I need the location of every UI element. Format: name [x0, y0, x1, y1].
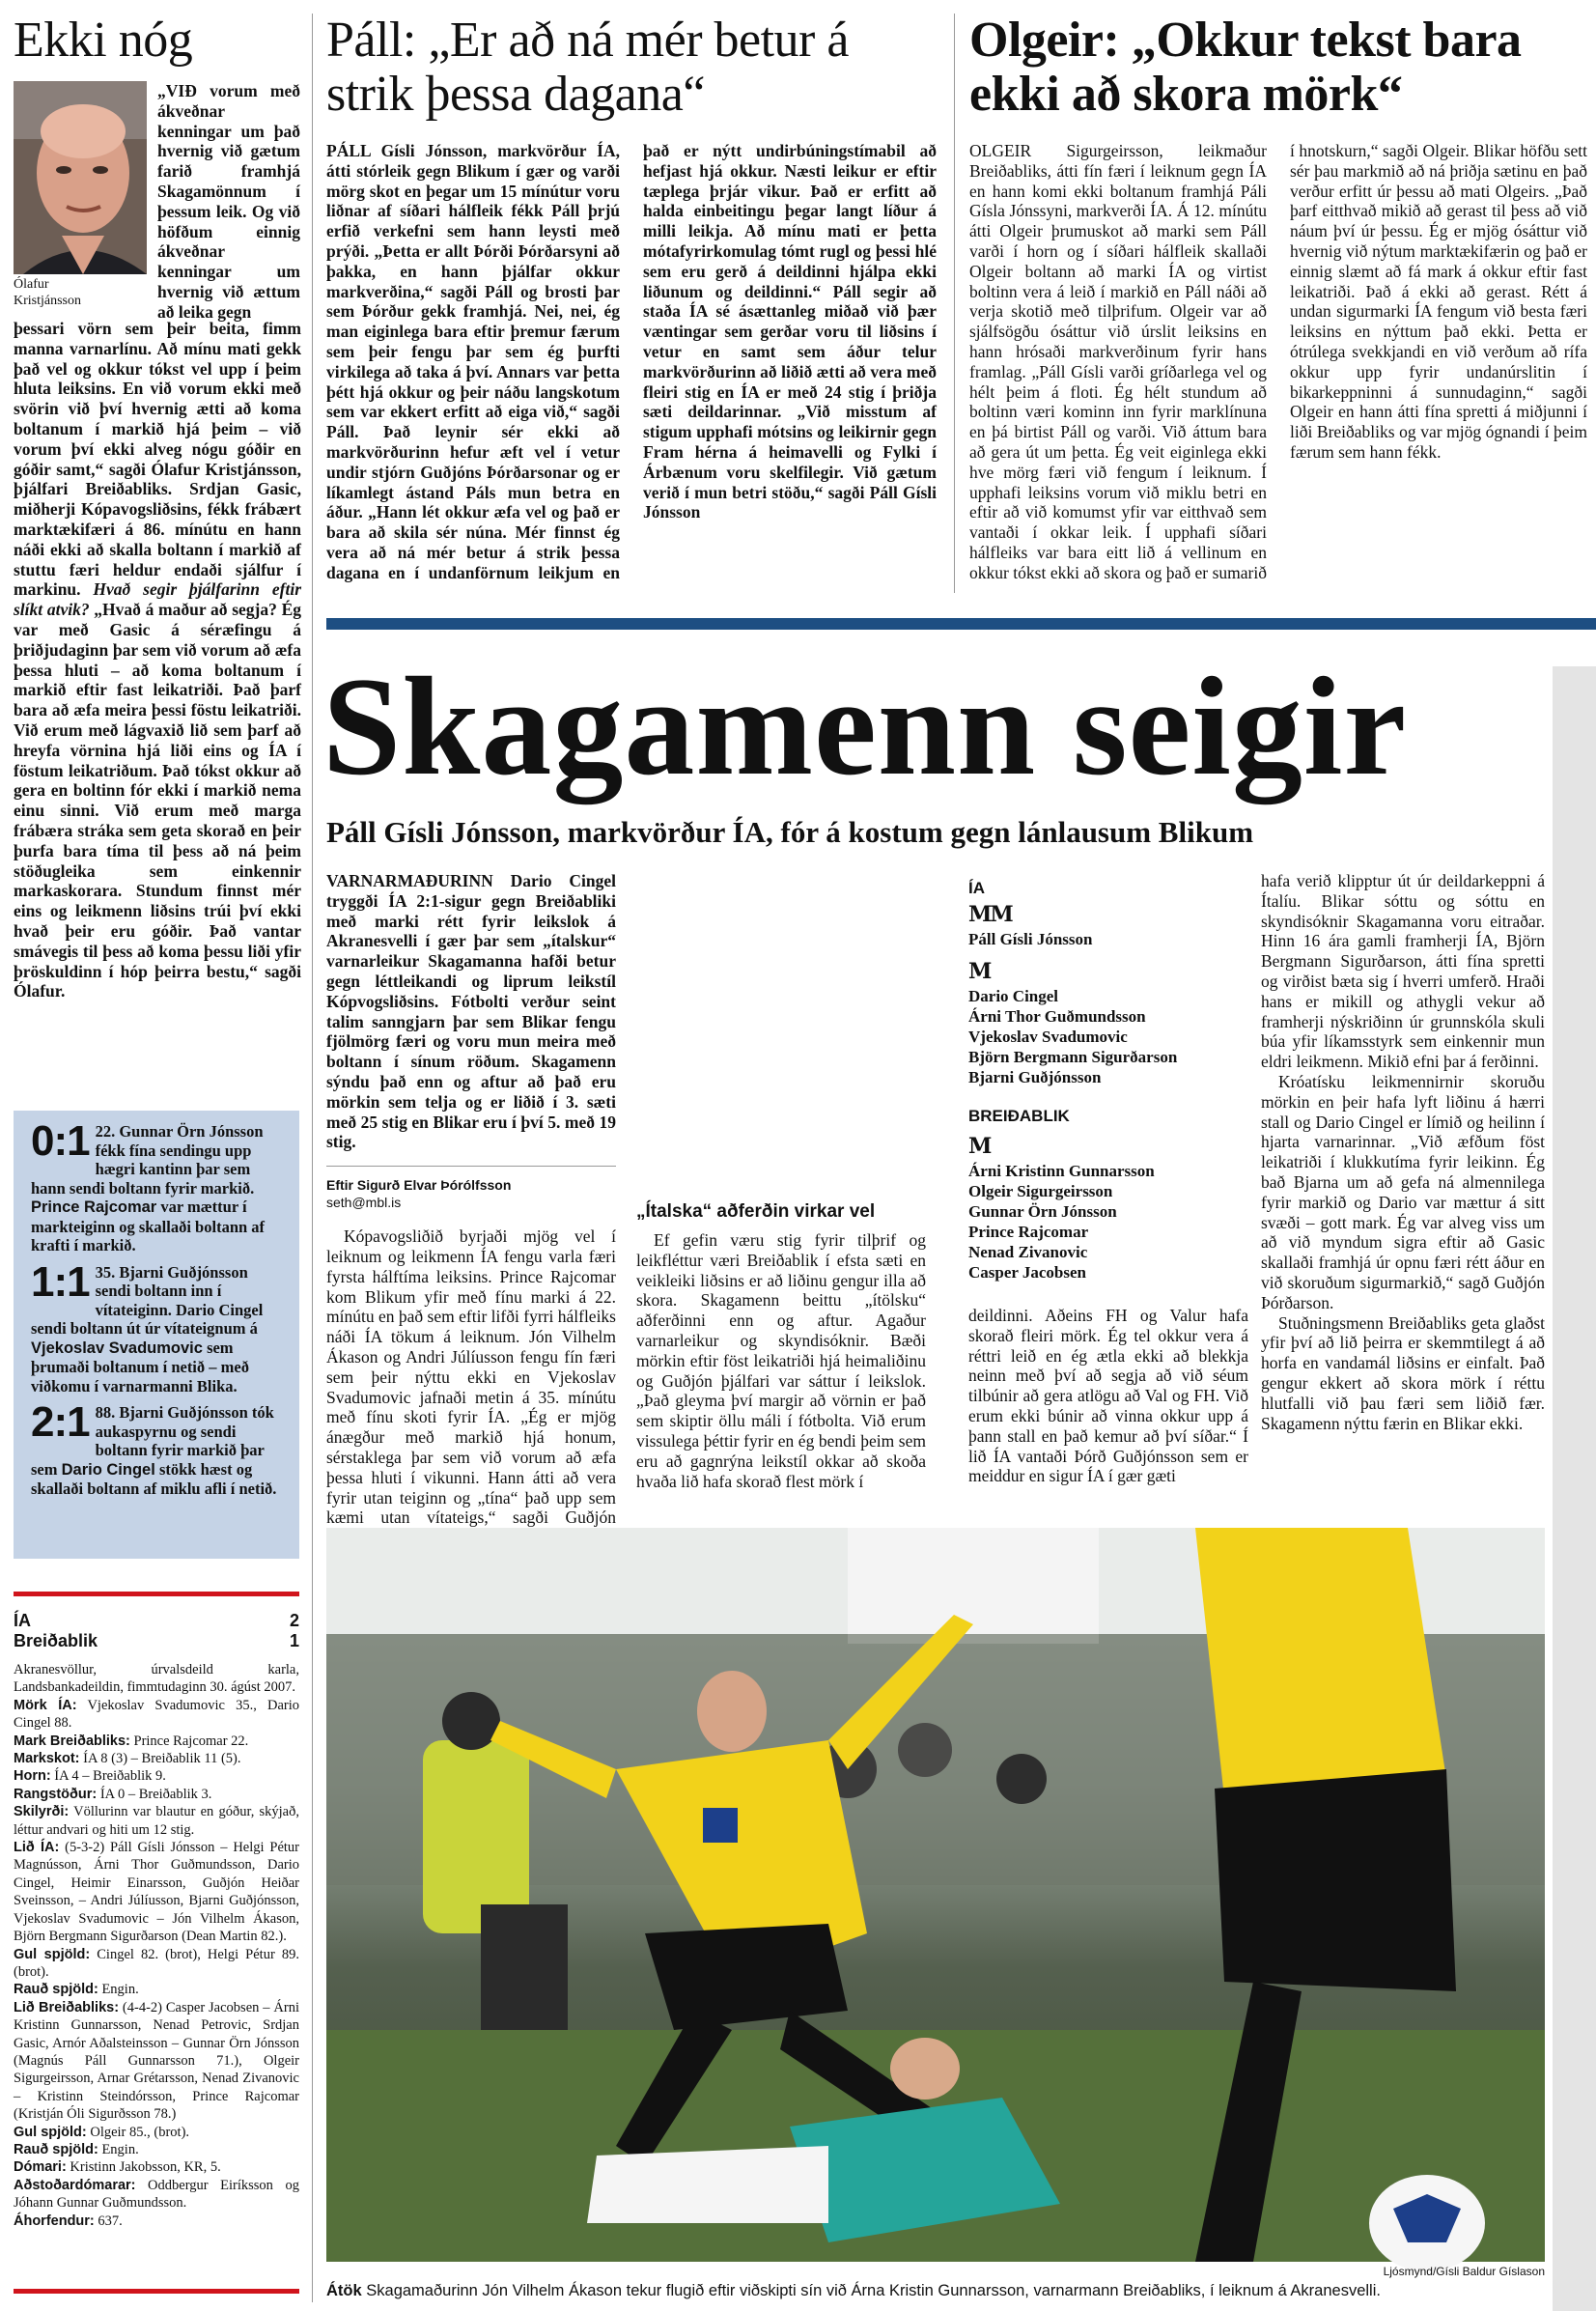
match-fact-row: [14, 1981, 299, 1998]
main-body-1: Kópavogsliðið byrjaði mjög vel í leiknum og leikmenn ÍA fengu varla færi fyrsta hálftíma leiksins. Prince Rajcomar kom Blikum yfir með fínu marki á 22. mínútu en það sem eftir lifði fyrri hálfleiks náði ÍA tökum á leiknum. Jón Vilhelm Ákason og Andri Júlíusson fengu fín færi sem þeir nýttu ekki en Vjekoslav Svadumovic jafnaði metin á 35. mínútu með fínu skoti fyrir ÍA. „Ég er mjög ánægður með markið hjá honum, sérstaklega þar sem við vorum að æfa þessa hluti í vikunni. Hann átti að vera fyrir utan teiginn og „tína“ það upp sem kæmi utan vítateigs,“ sagði Guðjón: [326, 1226, 616, 1528]
portrait-caption: Ólafur Kristjánsson: [14, 277, 81, 308]
match-fact-label: Rauð spjöld:: [14, 1982, 98, 1998]
match-facts-team1-row: [14, 1611, 299, 1631]
goal-text: 88. Bjarni Guðjónsson tók aukaspyrnu og sendi boltann fyrir markið þar sem: [31, 1403, 274, 1479]
match-fact-row: [14, 1733, 299, 1750]
match-fact-value: Engin.: [98, 2141, 139, 2157]
lineup-player: Páll Gísli Jónsson: [968, 930, 1093, 948]
lineup-player: Árni Kristinn Gunnarsson: [968, 1162, 1155, 1180]
match-facts: [14, 1611, 299, 2230]
match-fact-label: Lið ÍA:: [14, 1840, 60, 1856]
main-subhead: Páll Gísli Jónsson, markvörður ÍA, fór á kostum gegn lánlausum Blikum: [326, 815, 1254, 849]
match-photo-image: [326, 1528, 1545, 2262]
match-facts-score1: 2: [289, 1611, 299, 1630]
goals-box: [14, 1111, 299, 1559]
match-fact-value: Kristinn Jakobsson, KR, 5.: [66, 2159, 221, 2176]
match-fact-value: Olgeir 85., (brot).: [86, 2124, 190, 2140]
main-body-4: hafa verið klipptur út úr deildarkeppni á Ítalíu. Blikar sóttu og sóttu en skyndisóknir Skagamanna voru eitraðar. Hinn 16 ára gamli framherji ÍA, Björn Bergmann Sigurðarson, átti fína spretti og virðist bæta sig í hverri umferð. Hraði hans er mikill og athygli vekur að framherji nýskriðinn úr grunnskóla skuli búa yfir líkamsstyrk sem einkennir mun eldri leikmenn. Mikið efni þar á ferðinni.: [1261, 871, 1545, 1072]
goal-text: 35. Bjarni Guðjónsson sendi boltann inn í vítateiginn. Dario Cingel sendi boltann út úr vítateignum á: [31, 1262, 264, 1338]
match-fact-value: Prince Rajcomar 22.: [129, 1733, 249, 1749]
lineup-team2: BREIÐABLIK: [968, 1107, 1070, 1125]
match-fact-label: Dómari:: [14, 2159, 67, 2176]
match-fact-value: ÍA 4 – Breiðablik 9.: [50, 1768, 166, 1785]
match-fact-value: Engin.: [98, 1982, 139, 1998]
column-divider: [954, 14, 955, 593]
main-subhead-2: „Ítalska“ aðferðin virkar vel: [636, 1201, 876, 1222]
goal-scorer: Prince Rajcomar: [31, 1198, 157, 1216]
left-body-text2: „Hvað á maður að segja? Ég var með Gasic á séræfingu á þriðjudaginn þar sem við vorum að æfa þessa hluti – að koma boltanum í markið eftir fast leikatriði. Það þarf bara að æfa meira þessi föstu leikatriði. Við erum með lágvaxið lið sem þarf að hreyfa vörnina hjá liði eins og ÍA í föstum leikatriðum. Það tókst okkur að gera en boltinn fór ekki í markið nema einu sinni. Við erum með marga frábæra stráka sem geta skorað en þeir þurfa bara tíma til þess að ná þeim stöðugleika sem einkennir markaskorara. Stundum finnst mér eins og leikmenn liðsins trúi því ekki hvað þeir eru góðir. Það vantar smávegis til þess að koma þessu liði yfir þröskuldinn í hóp þeirra bestu,“ sagði Ólafur.: [14, 600, 302, 1001]
pall-body: PÁLL Gísli Jónsson, markvörður ÍA, átti stórleik gegn Blikum í gær og varði mörg skot en þegar um 15 mínútur voru liðnar af síðari hálfleik fékk Páll þrjú erfið verkefni sem hann leysti með prýði. „Þetta er allt Þórði Þórðarsyni að þakka, en hann þjálfar okkur markverðina,“ sagði Páll og brosti þar sem Þórður gekk framhjá. Nei, nei, ég man eiginlega bara eftir þremur færum sem þeir fengu þar sem ég þurfti virkilega að taka á því. Annars var þetta þétt hjá okkur og þeir náðu langskotum sem var ekkert erfitt að eiga við,“ sagði Páll. Það leynir sér ekki að markvörðurinn hefur æft vel í vetur undir stjórn Guðjóns Þórðarsonar og er líkamlegt ástand Páls mun betra en áður. „Hann lét okkur æfa vel og það er bara að skila sér núna. Mér finnst ég vera að ná mér betur á strik þessa dagana en í undanförnum leikjum en það er nýtt undirbúningstímabil að hefjast hjá okkur. Næsti leikur er eftir tæplega þrjár vikur. Það er erfitt að halda einbeitingu þegar langt líður á milli leikja. Að mínu mati er þetta mótafyrirkomulag tómt rugl og þessi hlé sem eru gerð á deildinni hjálpa ekki liðunum og deildinni.“ Páll segir að staða ÍA sé ásættanleg miðað við þær væntingar sem gerðar voru til liðsins í vetur en samt sem áður telur markvörðurinn að liðið ætti að vera með fleiri stig en ÍA er með 24 stig í þriðja sæti deildarinnar. „Við misstum af stigum upphafi mótsins og leikirnir gegn Fram hérna á heimavelli og Fylki í Árbænum voru skelfilegir. Við gætum verið í mun betri stöðu,“ sagði Páll Gísli Jónsson: [326, 141, 937, 582]
lineup-player: Prince Rajcomar: [968, 1223, 1089, 1241]
lineup-player: Björn Bergmann Sigurðarson: [968, 1048, 1178, 1066]
stars-icon: M: [968, 1134, 991, 1159]
lineup-team2-m: [968, 1161, 1248, 1282]
goal-row: [31, 1257, 282, 1396]
match-fact-label: Mörk ÍA:: [14, 1697, 77, 1713]
match-fact-row: [14, 2212, 299, 2230]
goal-text: 22. Gunnar Örn Jónsson fékk fína sendingu upp hægri kantinn þar sem hann sendi boltann fyrir markið.: [31, 1122, 264, 1198]
match-fact-value: Cingel 82. (brot), Helgi Pétur 89. (brot).: [14, 1946, 299, 1980]
left-body-text: þessari vörn sem þeir beita, fimm manna varnarlínu. Að mínu mati gekk það vel og okkur tókst vel upp í þeim hluta leiksins. En við vorum ekki með svörin við því hvernig ætti að koma boltanum í markið hjá þeim – við vorum því ekki alveg nógu góðir en góðir samt,“ sagði Ólafur Kristjánsson, þjálfari Breiðabliks. Srdjan Gasic, miðherji Kópavogsliðsins, fékk frábært marktækifæri á 86. mínútu en hann náði ekki að skalla boltann í markið af stuttu færi heldur endaði sjálfur í markinu.: [14, 319, 301, 600]
main-col-4: [1261, 871, 1545, 1433]
lineup-player: Dario Cingel: [968, 987, 1059, 1005]
match-fact-row: [14, 2158, 299, 2176]
lineup-team1: ÍA: [968, 879, 985, 897]
main-body-6: Stuðningsmenn Breiðabliks geta glaðst yfir því að lið þeirra er skemmtilegt á að horfa en vandamál liðsins er einfalt. Það gengur ekkert að skora mörk í réttu hlutfalli við þau færi sem liðið fær. Skagamenn nýttu færin en Blikar ekki.: [1261, 1312, 1545, 1433]
lineup-player: Nenad Zivanovic: [968, 1243, 1088, 1261]
main-headline: Skagamenn seigir: [322, 648, 1408, 804]
lineup-player: Árni Thor Guðmundsson: [968, 1007, 1146, 1026]
photo-caption-label: Átök: [326, 2282, 362, 2299]
olgeir-body: OLGEIR Sigurgeirsson, leikmaður Breiðabliks, átti fín færi í leiknum gegn ÍA en hann komi ekki boltanum framhjá Páli Gísla Jónssyni, markverði ÍA. Á 12. mínútu átti Olgeir þrumuskot að marki sem Páll varði í horn og í síðari hálfleik skallaði Olgeir boltann að marki ÍA og virtist boltinn vera á leið í markið en Páll náði að verja skotið með tilþrifum. Olgeir var að sjálfsögðu ósáttur við úrslit leiksins en hann hrósaði markverðinum fyrir hans framlag. „Páll Gísli varði gríðarlega vel og hélt þeim á floti. Ég hélt stundum að boltinn væri kominn inn fyrir marklínuna en þá birtist Páll og varði. Við áttum bara að gera út um þetta. Ég veit eiginlega ekki hve mörg færi við fengum í leiknum. Í upphafi leiksins vorum við miklu betri en eftir að við komumst yfir var eitthvað sem vantaði í okkar leik. Í upphafi síðari hálfleiks var bara eitt lið á vellinum en okkur tókst ekki að skora og það er sumarið í hnotskurn,“ sagði Olgeir. Blikar höfðu sett sér þau markmið að ná þriðja sætinu en það verður erfitt úr þessu að mati Olgeirs. „Það þarf eitthvað mikið að gerast til þess að við náum því úr þessu. Ég er mjög ósáttur við hvernig við nýtum marktækifærin og það er einnig slæmt að fá mark á okkur eftir fast leikatriði. Það á ekki að gerast. Rétt á undan sigurmarki ÍA fengum við besta færi leiksins en nýttum það ekki. Þetta er ótrúlega svekkjandi en við verðum að rífa okkur upp fyrir undanúrslitin í bikarkeppninni á sunnudaginn,“ sagði Olgeir en hann átti fína spretti á miðjunni í liði Breiðabliks og var mjög ógnandi í þeim færum sem hann fékk.: [969, 141, 1587, 582]
goal-score: 0:1: [31, 1117, 90, 1165]
lineup-player: Bjarni Guðjónsson: [968, 1068, 1102, 1086]
photo-caption: [326, 2281, 1553, 2300]
goal-scorer: Dario Cingel: [61, 1460, 155, 1479]
match-fact-label: Skilyrði:: [14, 1804, 70, 1820]
match-fact-value: ÍA 8 (3) – Breiðablik 11 (5).: [79, 1751, 241, 1767]
portrait-photo: [14, 81, 147, 274]
match-facts-team1: ÍA: [14, 1611, 31, 1630]
main-col-2: [636, 871, 926, 1491]
left-column-body: [14, 319, 301, 1001]
lineup: [968, 871, 1248, 1486]
match-fact-row: [14, 1767, 299, 1785]
match-facts-team2-row: [14, 1631, 299, 1651]
left-quote-intro: „VIÐ vorum með ákveðnar kenningar um það hvernig við gætum farið framhjá Skagamönnum í þessum leik. Og við höfðum einnig ákveðnar kenningar um hvernig við ættum að leika gegn: [157, 81, 300, 322]
match-facts-intro: Akranesvöllur, úrvalsdeild karla, Landsbankadeildin, fimmtudaginn 30. ágúst 2007.: [14, 1662, 299, 1696]
match-fact-row: [14, 1786, 299, 1803]
match-fact-label: Gul spjöld:: [14, 1946, 91, 1962]
match-fact-label: Gul spjöld:: [14, 2124, 87, 2140]
left-column: [14, 14, 301, 68]
left-body-question: Hvað segir þjálfarinn eftir slíkt atvik?: [14, 579, 302, 620]
column-divider: [312, 14, 313, 2302]
match-fact-label: Markskot:: [14, 1751, 80, 1767]
match-facts-team2: Breiðablik: [14, 1631, 98, 1650]
main-body-1-cont: [636, 871, 926, 1192]
goal-text2: stökk hæst og skallaði boltann af miklu afli í netið.: [31, 1459, 277, 1498]
goal-text2: sem þrumaði boltanum í netið – með viðkomu í varnarmanni Blika.: [31, 1338, 249, 1395]
match-fact-label: Aðstoðardómarar:: [14, 2177, 136, 2193]
lineup-player: Vjekoslav Svadumovic: [968, 1028, 1128, 1046]
main-col-1: [326, 871, 616, 1528]
goal-text2: var mættur í markteiginn og skallaði boltann af krafti í markið.: [31, 1198, 266, 1254]
match-fact-value: (4-4-2) Casper Jacobsen – Árni Kristinn Gunnarsson, Nenad Petrovic, Srdjan Gasic, Arnór Aðalsteinsson – Gunnar Örn Jónsson (Magnús Páll Gunnarsson 71.), Olgeir Sigurgeirsson, Arnar Grétarsson, Nenad Zivanovic – Kristinn Steindórsson, Prince Rajcomar (Kristján Óli Sigurðsson 78.): [14, 1999, 299, 2123]
match-fact-value: Oddbergur Eiríksson og Jóhann Gunnar Guðmundsson.: [14, 2177, 299, 2212]
match-fact-row: [14, 2141, 299, 2158]
main-body-2: Ef gefin væru stig fyrir tilþrif og leikfléttur væri Breiðablik í efsta sæti en veikleiki liðsins er að liðinu gengur illa að skora. Skagamenn beittu „ítölsku“ aðferðinni enn og aftur. Agaður varnarleikur og skyndisóknir. Bæði mörkin eftir föst leikatriði hjá heimaliðinu og Guðjón þjálfari var sáttur í leikslok. „Það gleyma því margir að vörnin er það sem skiptir öllu máli í fótbolta. Við erum vissulega þéttir fyrir en ég bendi þeim sem eru að gagnrýna leikstíl okkar að skoða hvaða lið hafa skorað flest mörk í: [636, 1230, 926, 1491]
goal-score: 1:1: [31, 1257, 90, 1306]
goal-scorer: Vjekoslav Svadumovic: [31, 1339, 203, 1357]
match-fact-row: [14, 2177, 299, 2212]
stars-icon: MM: [968, 902, 1012, 927]
pall-article: [326, 14, 937, 593]
main-body-5: Króatísku leikmennirnir skoruðu mörkin en þeir hafa lyft liðinu á hærri stall og Dario Cingel er límið og heilinn í hjarta varnarinnar. „Við æfðum föst leikatriði í klukkutíma fyrir leikinn. Ég bað Bjarna um að gefa ná almennilega fyrir markið og Dario var mættur á sitt svæði – gott mark. Ég var alveg viss um að við myndum sigra eftir að Gasic skallaði framhjá úr opnu færi rétt áður en við skoruðum sigurmarkið,“ sagð Guðjón Þórðarson.: [1261, 1071, 1545, 1312]
goal-row: [31, 1117, 282, 1255]
pall-title: Páll: „Er að ná mér betur á strik þessa dagana“: [326, 13, 849, 122]
match-fact-label: Horn:: [14, 1768, 51, 1785]
match-facts-score2: 1: [289, 1631, 299, 1650]
byline-rule: [326, 1166, 616, 1167]
goal-score: 2:1: [31, 1398, 90, 1446]
match-fact-row: [14, 1999, 299, 2124]
match-fact-row: [14, 1803, 299, 1839]
match-fact-value: (5-3-2) Páll Gísli Jónsson – Helgi Pétur Magnússon, Árni Thor Guðmundsson, Dario Cingel, Heimir Einarsson, Guðjón Heiðar Sveinsson, – Andri Júlíusson, Bjarni Guðjónsson, Vjekoslav Svadumovic – Jón Vilhelm Ákason, Björn Bergmann Sigurðarson (Dean Martin 82.).: [14, 1840, 299, 1945]
stars-icon: M: [968, 959, 991, 984]
photo-caption-text: Skagamaðurinn Jón Vilhelm Ákason tekur flugið eftir viðskipti sín við Árna Kristin Gunnarsson, varnarmann Breiðabliks, í leiknum á Akranesvelli.: [366, 2282, 1381, 2299]
match-photo: [326, 1528, 1545, 2262]
match-fact-row: [14, 2124, 299, 2141]
goal-row: [31, 1398, 282, 1499]
accent-bar: [326, 618, 1596, 630]
match-fact-value: ÍA 0 – Breiðablik 3.: [97, 1786, 212, 1802]
match-fact-value: Völlurinn var blautur en góður, skýjað, léttur andvari og hiti um 12 stig.: [14, 1804, 299, 1838]
right-grey-strip: [1553, 666, 1596, 2311]
lineup-team1-mm: [968, 929, 1248, 949]
byline-email: seth@mbl.is: [326, 1195, 402, 1211]
match-fact-value: 637.: [94, 2212, 123, 2229]
left-column-title: Ekki nóg: [14, 13, 193, 68]
match-fact-label: Áhorfendur:: [14, 2212, 95, 2229]
olgeir-title: Olgeir: „Okkur tekst bara ekki að skora mörk“: [969, 13, 1522, 122]
olgeir-article: [969, 14, 1587, 593]
match-fact-label: Rangstöður:: [14, 1786, 98, 1802]
byline: Eftir Sigurð Elvar Þórólfsson: [326, 1177, 512, 1194]
lineup-player: Casper Jacobsen: [968, 1263, 1086, 1282]
match-fact-value: Vjekoslav Svadumovic 35., Dario Cingel 88.: [14, 1697, 299, 1732]
main-body-3: deildinni. Aðeins FH og Valur hafa skorað fleiri mörk. Ég tel okkur vera á réttri leið en ég ætla ekki að blekkja neinn með því að segja að við séum tilbúnir að gera atlögu að Val og FH. Við erum ekki búnir að vinna okkur upp á þann stall en það kemur að því síðar.“ Í lið ÍA vantaði Þórð Guðjónsson sem er meiddur en sigur ÍA í gær gæti: [968, 1306, 1248, 1486]
photo-credit: Ljósmynd/Gísli Baldur Gíslason: [1383, 2265, 1545, 2278]
lineup-player: Gunnar Örn Jónsson: [968, 1202, 1117, 1221]
main-lead: VARNARMAÐURINN Dario Cingel tryggði ÍA 2:1-sigur gegn Breiðabliki með marki rétt fyrir leikslok á Akranesvelli í gær þar sem „ítalskur“ varnarleikur Skagamanna hafði betur gegn léttleikandi og liprum leikstíl Kópvogsliðsins. Fótbolti verður seint talim sanngjarn þar sem Blikar fengu fjölmörg færi og voru mun meira með boltann í sínum röðum. Skagamenn sýndu það enn og aftur að það eru mörkin sem telja og er liðið í 3. sæti með 25 stig en Blikar eru í því 5. með 19 stig.: [326, 871, 616, 1152]
match-fact-label: Rauð spjöld:: [14, 2141, 98, 2157]
lineup-team1-m: [968, 986, 1248, 1087]
match-fact-label: Lið Breiðabliks:: [14, 1999, 120, 2015]
match-facts-bottom-rule: [14, 2289, 299, 2294]
match-fact-label: Mark Breiðabliks:: [14, 1733, 130, 1749]
match-fact-row: [14, 1946, 299, 1982]
match-fact-row: [14, 1750, 299, 1767]
lineup-player: Olgeir Sigurgeirsson: [968, 1182, 1113, 1200]
match-facts-rows: [14, 1697, 299, 2230]
match-fact-row: [14, 1697, 299, 1733]
match-facts-top-rule: [14, 1592, 299, 1596]
match-fact-row: [14, 1839, 299, 1945]
